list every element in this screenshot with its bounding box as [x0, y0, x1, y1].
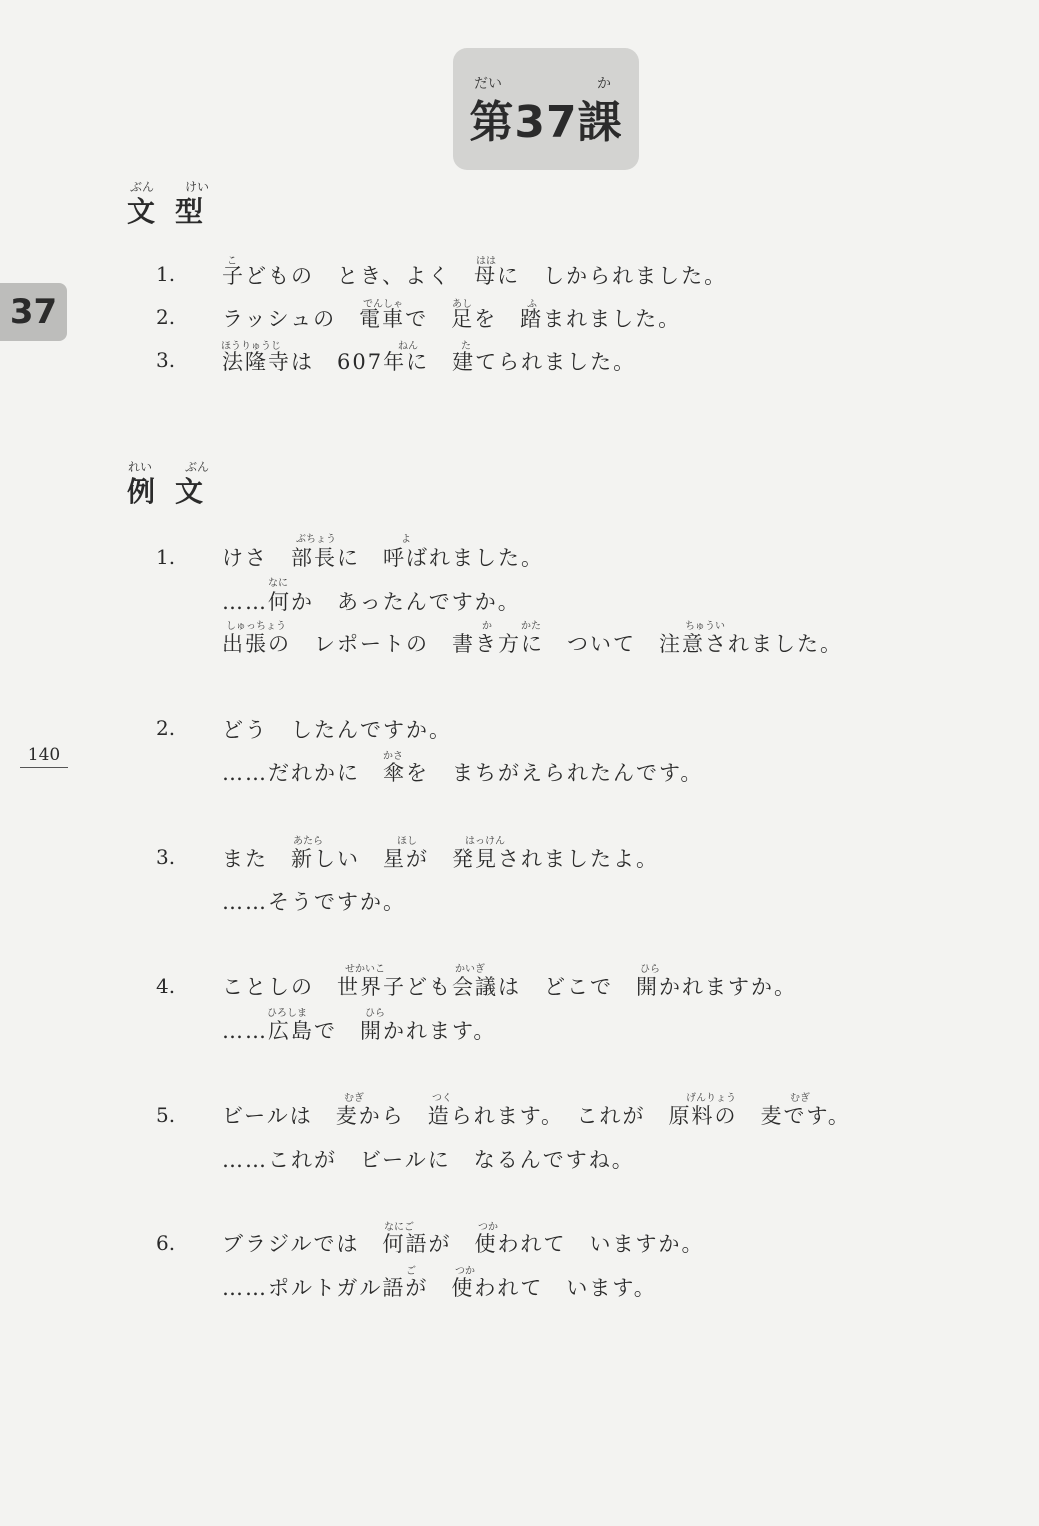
- item-number: 3.: [156, 845, 176, 869]
- section-heading-bunkei: 文型: [127, 195, 224, 228]
- bunkei-ruby-2: けい: [185, 180, 210, 194]
- ruby: なにご: [384, 1222, 414, 1233]
- ruby: よ: [401, 534, 411, 545]
- ruby: ほうりゅうじ: [221, 341, 281, 352]
- ruby: ぶちょう: [296, 534, 336, 545]
- reibun-ruby-2: ぶん: [185, 460, 210, 474]
- ruby: かた: [521, 621, 541, 632]
- sentence-line: ビールは 麦から 造られます。 これが 原料の 麦です。: [222, 1104, 851, 1128]
- ruby: はっけん: [465, 836, 505, 847]
- sentence-line: 法隆寺は 607年に 建てられました。: [222, 350, 637, 374]
- ruby: げんりょう: [686, 1093, 736, 1104]
- item-number: 1.: [156, 545, 176, 569]
- ruby: ほし: [397, 836, 417, 847]
- ruby: つく: [432, 1093, 452, 1104]
- ruby: なに: [268, 578, 288, 589]
- sentence-line: けさ 部長に 呼ばれました。: [222, 546, 544, 570]
- item-number: 3.: [156, 348, 176, 372]
- lesson-title: 第37課: [469, 97, 623, 148]
- ruby: こ: [227, 256, 237, 267]
- sentence-line: ……だれかに 傘を まちがえられたんです。: [222, 761, 704, 785]
- ruby: か: [482, 621, 492, 632]
- sentence-line: ブラジルでは 何語が 使われて いますか。: [222, 1232, 705, 1256]
- item-number: 2.: [156, 305, 176, 329]
- sentence-line: ことしの 世界子ども会議は どこで 開かれますか。: [222, 975, 797, 999]
- sentence-line: 子どもの とき、よく 母に しかられました。: [222, 264, 728, 288]
- chapter-side-tab: 37: [0, 283, 67, 341]
- section-heading-reibun: 例文: [127, 475, 224, 508]
- reibun-ruby-1: れい: [128, 460, 153, 474]
- ruby: た: [461, 341, 471, 352]
- sentence-line: ……何か あったんですか。: [222, 590, 521, 614]
- sentence-line: 出張の レポートの 書き方に ついて 注意されました。: [222, 632, 843, 656]
- ruby: つか: [455, 1266, 475, 1277]
- sentence-line: また 新しい 星が 発見されましたよ。: [222, 847, 659, 871]
- ruby: しゅっちょう: [226, 621, 286, 632]
- ruby: つか: [478, 1222, 498, 1233]
- item-number: 4.: [156, 974, 176, 998]
- sentence-line: ……そうですか。: [222, 890, 406, 914]
- ruby: かいぎ: [455, 964, 485, 975]
- lesson-ruby-ka: か: [597, 76, 611, 92]
- item-number: 6.: [156, 1231, 176, 1255]
- ruby: ご: [406, 1266, 416, 1277]
- ruby: ねん: [398, 341, 418, 352]
- ruby: あたら: [293, 836, 323, 847]
- page-number: 140: [20, 745, 68, 768]
- ruby: ひら: [365, 1008, 385, 1019]
- ruby: でんしゃ: [363, 299, 403, 310]
- sentence-line: ……これが ビールに なるんですね。: [222, 1148, 635, 1172]
- ruby: あし: [452, 299, 472, 310]
- ruby: ひら: [640, 964, 660, 975]
- bunkei-ruby-1: ぶん: [130, 180, 155, 194]
- sentence-line: ……ポルトガル語が 使われて います。: [222, 1276, 657, 1300]
- item-number: 1.: [156, 262, 176, 286]
- lesson-ruby-dai: だい: [474, 76, 502, 92]
- ruby: せかいこ: [345, 964, 385, 975]
- ruby: ちゅうい: [685, 621, 725, 632]
- ruby: ひろしま: [267, 1008, 307, 1019]
- ruby: むぎ: [790, 1093, 810, 1104]
- ruby: ふ: [527, 299, 537, 310]
- sentence-line: どう したんですか。: [222, 718, 452, 742]
- ruby: むぎ: [344, 1093, 364, 1104]
- sentence-line: ……広島で 開かれます。: [222, 1019, 497, 1043]
- item-number: 2.: [156, 716, 176, 740]
- ruby: かさ: [383, 751, 403, 762]
- sentence-line: ラッシュの 電車で 足を 踏まれました。: [222, 307, 682, 331]
- item-number: 5.: [156, 1103, 176, 1127]
- ruby: はは: [476, 256, 496, 267]
